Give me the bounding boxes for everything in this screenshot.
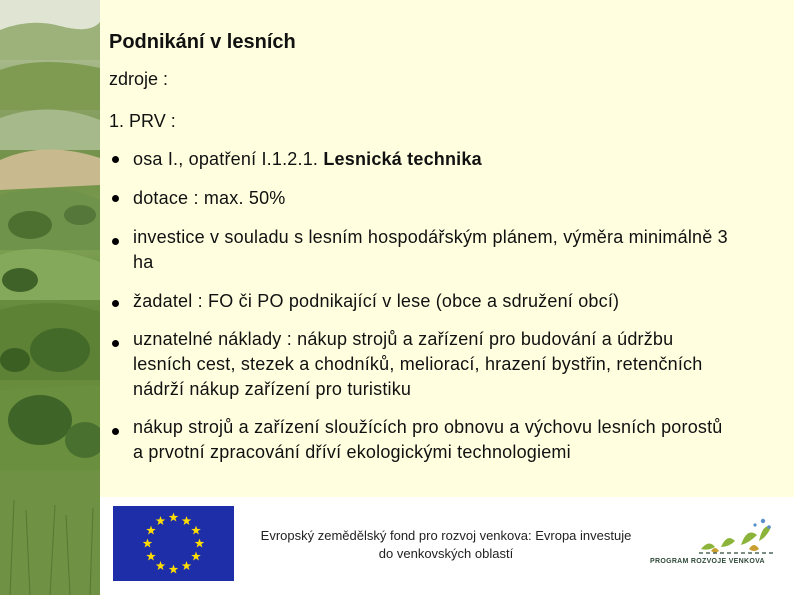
list-item-text: osa I., opatření I.1.2.1. Lesnická technika <box>133 149 482 169</box>
eu-star <box>191 526 201 535</box>
eu-flag-icon <box>113 506 234 581</box>
eu-star <box>169 565 179 574</box>
landscape-photo <box>0 0 100 595</box>
program-label: 1. PRV : <box>109 111 176 131</box>
eu-star <box>146 526 156 535</box>
bullet-icon <box>112 300 119 307</box>
eu-star <box>182 561 192 570</box>
bullet-icon <box>112 238 119 245</box>
eu-star <box>156 561 166 570</box>
list-item-text: investice v souladu s lesním hospodářským plánem, výměra minimálně 3 ha <box>133 227 728 272</box>
sources-label: zdroje : <box>109 69 169 89</box>
prv-logo-icon <box>641 511 791 579</box>
bullet-icon <box>112 340 119 347</box>
bullet-icon <box>112 195 119 202</box>
eu-star <box>146 552 156 561</box>
list-item-text: dotace : max. 50% <box>133 188 286 208</box>
prv-logo-label: PROGRAM ROZVOJE VENKOVA <box>650 558 765 565</box>
eu-star <box>195 539 205 548</box>
eu-star <box>182 516 192 525</box>
slide-title: Podnikání v lesních <box>109 31 296 53</box>
bullet-icon <box>112 156 119 163</box>
list-item-text: uznatelné náklady : nákup strojů a zařízení pro budování a údržbu lesních cest, stezek a chodníků, meliorací, hrazení bystřin, retenčních nádrží nákup zařízení pro turistiku <box>133 329 703 399</box>
eu-star <box>169 513 179 522</box>
bullet-icon <box>112 428 119 435</box>
eu-star <box>191 552 201 561</box>
eu-star <box>156 516 166 525</box>
footer-text: Evropský zemědělský fond pro rozvoj venkova: Evropa investuje do venkovských oblastí <box>260 528 632 561</box>
list-item-text: žadatel : FO či PO podnikající v lese (obce a sdružení obcí) <box>133 291 620 311</box>
list-item-text: nákup strojů a zařízení sloužících pro obnovu a výchovu lesních porostů a prvotní zpracování dříví ekologickými technologiemi <box>133 417 723 462</box>
eu-star <box>143 539 153 548</box>
